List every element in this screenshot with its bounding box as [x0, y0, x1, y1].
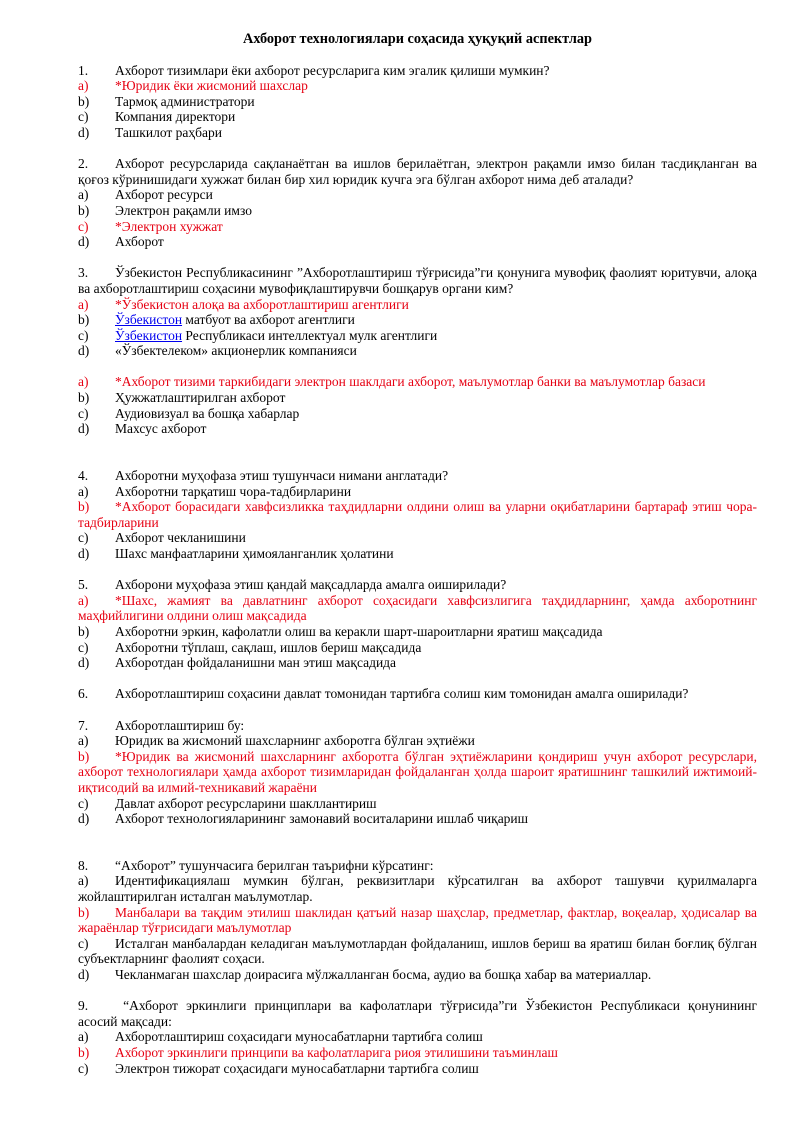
option-text: Шахс манфаатларини ҳимояланганлик ҳолатини: [115, 546, 394, 561]
answer-option: [78, 873, 757, 904]
question-block: [78, 468, 757, 562]
option-letter: d): [78, 421, 90, 437]
answer-option: [78, 390, 757, 406]
question-block: [78, 63, 757, 141]
option-letter: c): [78, 639, 89, 655]
option-letter: a): [78, 733, 89, 749]
option-letter: a): [78, 374, 89, 390]
answer-option-correct: [78, 1045, 757, 1061]
option-text: Ҳужжатлаштирилган ахборот: [115, 390, 286, 406]
answer-option: [78, 187, 757, 203]
option-letter: d): [78, 967, 90, 983]
option-text: Компания директори: [115, 109, 236, 125]
question-block: [78, 858, 757, 983]
answer-option: [78, 811, 757, 827]
answer-option: [78, 936, 757, 967]
question-block: [78, 265, 757, 359]
option-text: *Ахборот борасидаги хавфсизликка таҳдидларни олдини олиш ва уларни оқибатларини бартараф этиш чора-тадбирларини: [78, 499, 757, 530]
option-text: Электрон рақамли имзо: [115, 202, 252, 218]
option-text: матбуот ва ахборот агентлиги: [182, 312, 355, 328]
answer-option: [78, 234, 757, 250]
option-letter: b): [78, 202, 90, 218]
answer-option: [78, 312, 757, 328]
option-letter: a): [78, 187, 89, 203]
option-letter: b): [78, 499, 90, 515]
option-letter: a): [78, 483, 89, 499]
option-letter: d): [78, 546, 90, 561]
answer-option: [78, 640, 757, 656]
option-text: Ахборот технологияларининг замонавий воситаларини ишлаб чиқариш: [115, 811, 529, 827]
uzbekiston-link[interactable]: Ўзбекистон: [115, 327, 183, 343]
option-letter: c): [78, 795, 89, 811]
question-text: [78, 265, 757, 296]
answer-option: [78, 484, 757, 500]
answer-option: [78, 546, 757, 562]
option-text: Электрон тижорат соҳасидаги муносабатларни тартибга солиш: [115, 1060, 479, 1076]
answer-option: [78, 343, 757, 359]
answer-option: [78, 530, 757, 546]
option-text: Ахборотни эркин, кафолатли олиш ва керакли шарт-шароитларни яратиш мақсадида: [115, 623, 603, 639]
option-letter: b): [78, 623, 90, 639]
answer-option-correct: [78, 219, 757, 235]
question-text-label: “Ахборот эркинлиги принциплари ва кафолатлари тўғрисида”ги Ўзбекистон Республикаси қонунининг асосий мақсади:: [78, 998, 757, 1029]
option-letter: a): [78, 592, 89, 608]
option-letter: d): [78, 234, 90, 250]
answer-option: [78, 796, 757, 812]
answer-option: [78, 967, 757, 983]
option-letter: b): [78, 1045, 90, 1060]
answer-option-correct: [78, 374, 757, 390]
option-text: Ахборот: [115, 234, 164, 250]
question-text: [78, 577, 757, 593]
question-number: 1.: [78, 62, 89, 78]
answer-option-correct: [78, 749, 757, 796]
answer-option: [78, 94, 757, 110]
question-number: 2.: [78, 156, 89, 172]
option-letter: a): [78, 78, 89, 94]
option-text: Исталган манбалардан келадиган маълумотлардан фойдаланиш, ишлов бериш ва яратиш билан боғлиқ бўлган субъектларнинг фаолият соҳаси.: [78, 935, 757, 967]
question-text: [78, 468, 757, 484]
question-number: 8.: [78, 857, 89, 873]
option-letter: c): [78, 327, 89, 343]
answer-option: [78, 624, 757, 640]
question-text: [78, 858, 757, 874]
option-letter: b): [78, 904, 90, 920]
question-block: [78, 998, 757, 1076]
option-letter: c): [78, 1060, 89, 1076]
option-letter: b): [78, 93, 90, 109]
question-block: [78, 686, 757, 702]
answer-option-correct: [78, 593, 757, 624]
option-letter: d): [78, 343, 90, 359]
option-text: Ахборотлаштириш соҳасидаги муносабатларни тартибга солиш: [115, 1029, 483, 1045]
option-letter: b): [78, 390, 90, 406]
option-letter: c): [78, 530, 89, 546]
answer-option: [78, 203, 757, 219]
question-text-label: Ахборотни муҳофаза этиш тушунчаси нимани англатади?: [115, 468, 449, 484]
answer-option: [78, 109, 757, 125]
option-text: Махсус ахборот: [115, 421, 207, 437]
question-block: [78, 718, 757, 827]
answer-option: [78, 1061, 757, 1077]
question-text: [78, 63, 757, 79]
option-text: *Ахборот тизими таркибидаги электрон шаклдаги ахборот, маълумотлар банки ва маълумотлар базаси: [115, 374, 706, 390]
answer-option: [78, 421, 757, 437]
question-number: 7.: [78, 717, 89, 733]
question-text-label: Ахборот тизимлари ёки ахборот ресурсларига ким эгалик қилиши мумкин?: [115, 62, 550, 78]
option-letter: c): [78, 109, 89, 125]
answer-option-correct: [78, 499, 757, 530]
question-block: [78, 156, 757, 250]
option-text: Ахборот эркинлиги принципи ва кафолатларига риоя этилишини таъминлаш: [115, 1045, 558, 1060]
question-text: [78, 156, 757, 187]
option-text: Ахборот чекланишини: [115, 530, 246, 546]
question-text: [78, 718, 757, 734]
question-text-label: Ахборотлаштириш соҳасини давлат томонидан тартибга солиш ким томонидан амалга оширилади?: [115, 686, 689, 702]
answer-option: [78, 328, 757, 344]
option-text: Аудиовизуал ва бошқа хабарлар: [115, 405, 300, 421]
question-text-label: Ўзбекистон Республикасининг ”Ахборотлаштириш тўғрисида”ги қонунига мувофиқ фаолият юритувчи, алоқа ва ахборотлаштириш соҳасини мувофиқлаштирувчи бошқарув органи ким?: [78, 265, 757, 296]
option-text: Юридик ва жисмоний шахсларнинг ахборотга бўлган эҳтиёжи: [115, 733, 475, 749]
answer-option: [78, 733, 757, 749]
option-text: *Шахс, жамият ва давлатнинг ахборот соҳасидаги хавфсизлигига таҳдидларнинг, ҳамда ахборотнинг маҳфийлигини олдини олиш мақсадида: [78, 592, 757, 624]
question-block: [78, 577, 757, 671]
option-text: Идентификациялаш мумкин бўлган, реквизитлари кўрсатилган ва ахборот ташувчи қурилмаларга жойлаштирилган исталган маълумотлар.: [78, 873, 757, 905]
option-text: *Юридик ва жисмоний шахсларнинг ахборотга бўлган эҳтиёжларини қондириш учун ахборот ресурслари, ахборот технологиялари ҳамда ахборот тизимларидан фойдаланган ҳолда шароит яратишнинг ташкилий ижтимоий-иқтисодий ва илмий-техникавий жараёни: [78, 748, 757, 795]
question-number: 6.: [78, 686, 89, 702]
page-title: Ахборот технологиялари соҳасида ҳуқуқий аспектлар: [243, 31, 592, 47]
option-letter: c): [78, 218, 89, 234]
answer-option: [78, 655, 757, 671]
answer-option-correct: [78, 78, 757, 94]
option-text: Ахборотни тарқатиш чора-тадбирларини: [115, 483, 352, 499]
option-letter: a): [78, 296, 89, 312]
option-text: Чекланмаган шахслар доирасига мўлжалланган босма, аудио ва бошқа хабар ва материаллар.: [115, 967, 652, 983]
option-letter: d): [78, 124, 90, 140]
question-text-label: “Ахборот” тушунчасига берилган таърифни кўрсатинг:: [115, 857, 434, 873]
questions-container: [78, 63, 757, 1077]
question-number: 5.: [78, 577, 89, 593]
option-text: Ахборотдан фойдаланишни ман этиш мақсадида: [115, 655, 397, 671]
option-letter: d): [78, 655, 90, 671]
question-text: [78, 998, 757, 1029]
option-text: *Электрон хужжат: [115, 218, 223, 234]
option-text: Ахборотни тўплаш, сақлаш, ишлов бериш мақсадида: [115, 639, 422, 655]
question-number: 9.: [78, 998, 89, 1014]
uzbekiston-link[interactable]: Ўзбекистон: [115, 312, 183, 328]
option-text: Давлат ахборот ресурсларини шакллантириш: [115, 795, 377, 811]
question-text-label: Ахборотлаштириш бу:: [115, 717, 245, 733]
option-letter: b): [78, 312, 90, 328]
question-number: 3.: [78, 265, 89, 281]
answer-option: [78, 406, 757, 422]
option-text: *Юридик ёки жисмоний шахслар: [115, 78, 308, 94]
option-letter: a): [78, 1029, 89, 1045]
question-text-label: Ахборот ресурсларида сақланаётган ва ишлов берилаётган, электрон рақамли имзо билан тасдиқланган ва қоғоз кўринишидаги хужжат билан бир хил юридик кучга эга бўлган ахборот нима деб аталади?: [78, 156, 757, 187]
option-letter: c): [78, 405, 89, 421]
option-letter: a): [78, 873, 89, 889]
option-text: Республикаси интеллектуал мулк агентлиги: [182, 327, 438, 343]
option-text: *Ўзбекистон алоқа ва ахборотлаштириш агентлиги: [115, 296, 409, 312]
option-letter: b): [78, 748, 90, 764]
option-text: «Ўзбектелеком» акционерлик компанияси: [115, 343, 357, 359]
option-letter: d): [78, 811, 90, 827]
option-letter: c): [78, 935, 89, 951]
answer-option-correct: [78, 905, 757, 936]
option-text: Манбалари ва тақдим этилиш шаклидан қатъий назар шаҳслар, предметлар, фактлар, воқеалар, ҳодисалар ва жараёнлар тўғрисидаги маълумотлар: [78, 904, 757, 936]
question-number: 4.: [78, 468, 89, 484]
question-text-label: Ахборони муҳофаза этиш қандай мақсадларда амалга оиширилади?: [115, 577, 507, 593]
option-text: Тармоқ администратори: [115, 93, 255, 109]
answer-option: [78, 125, 757, 141]
question-text: [78, 686, 757, 702]
option-text: Ахборот ресурси: [115, 187, 213, 203]
option-text: Ташкилот раҳбари: [115, 124, 222, 140]
answer-option: [78, 1029, 757, 1045]
question-block: [78, 374, 757, 436]
answer-option-correct: [78, 297, 757, 313]
